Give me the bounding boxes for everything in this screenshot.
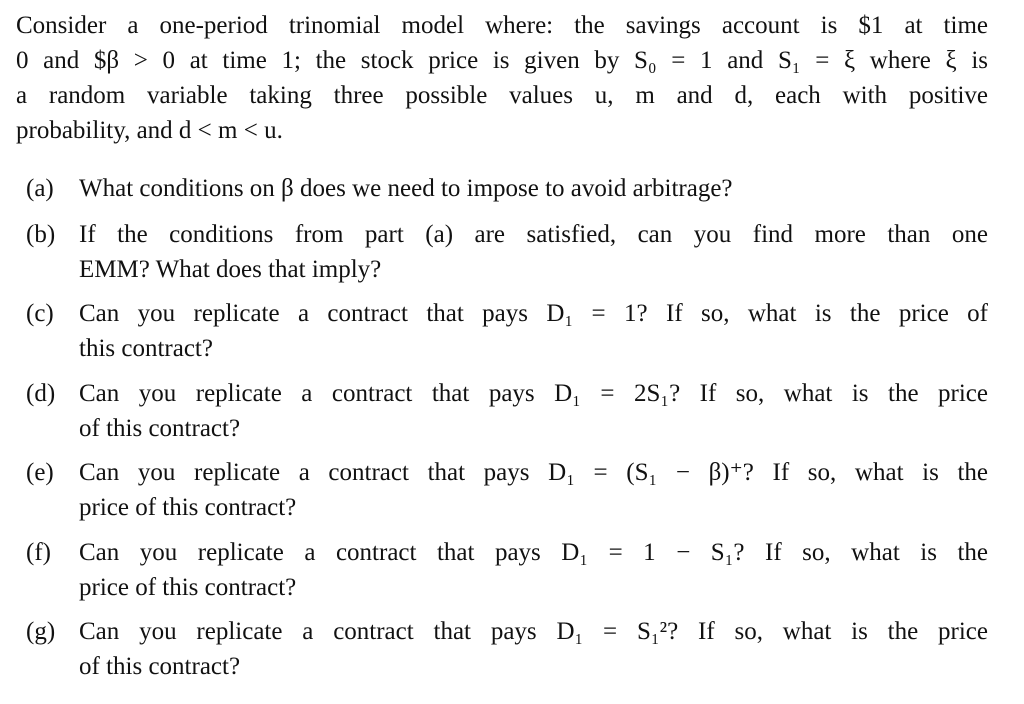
question-line: Can you replicate a contract that pays D₁ = 1? If so, what is the price of bbox=[79, 300, 988, 327]
question-text bbox=[79, 171, 988, 206]
intro-line: Consider a one-period trinomial model where: the savings account is $1 at time bbox=[16, 12, 988, 39]
question-line: this contract? bbox=[79, 335, 213, 362]
question-line: What conditions on β does we need to impose to avoid arbitrage? bbox=[79, 175, 733, 202]
question-text bbox=[79, 376, 988, 446]
question-label: (e) bbox=[26, 459, 54, 486]
question-text bbox=[79, 455, 988, 525]
question-text bbox=[79, 296, 988, 366]
question-label: (c) bbox=[26, 300, 54, 327]
question-label: (d) bbox=[26, 380, 56, 407]
question-line: If the conditions from part (a) are satisfied, can you find more than one bbox=[79, 221, 988, 248]
question-line: of this contract? bbox=[79, 415, 241, 442]
question-line: EMM? What does that imply? bbox=[79, 256, 382, 283]
intro-line: a random variable taking three possible values u, m and d, each with positive bbox=[16, 82, 988, 109]
question-line: price of this contract? bbox=[79, 494, 297, 521]
document-page bbox=[16, 8, 988, 148]
question-line: Can you replicate a contract that pays D₁ = 2S₁? If so, what is the price bbox=[79, 380, 988, 407]
question-text bbox=[79, 217, 988, 287]
problem-intro bbox=[16, 8, 988, 148]
question-label: (b) bbox=[26, 221, 56, 248]
question-line: of this contract? bbox=[79, 653, 241, 680]
question-line: Can you replicate a contract that pays D₁ = 1 − S₁? If so, what is the bbox=[79, 539, 988, 566]
question-label: (a) bbox=[26, 175, 54, 202]
question-label: (f) bbox=[26, 539, 51, 566]
question-text bbox=[79, 614, 988, 684]
question-line: Can you replicate a contract that pays D₁ = (S₁ − β)⁺? If so, what is the bbox=[79, 459, 988, 486]
question-line: Can you replicate a contract that pays D₁ = S₁²? If so, what is the price bbox=[79, 618, 988, 645]
question-line: price of this contract? bbox=[79, 574, 297, 601]
intro-line: probability, and d < m < u. bbox=[16, 117, 283, 144]
question-text bbox=[79, 535, 988, 605]
question-label: (g) bbox=[26, 618, 56, 645]
intro-line: 0 and $β > 0 at time 1; the stock price is given by S₀ = 1 and S₁ = ξ where ξ is bbox=[16, 47, 988, 74]
